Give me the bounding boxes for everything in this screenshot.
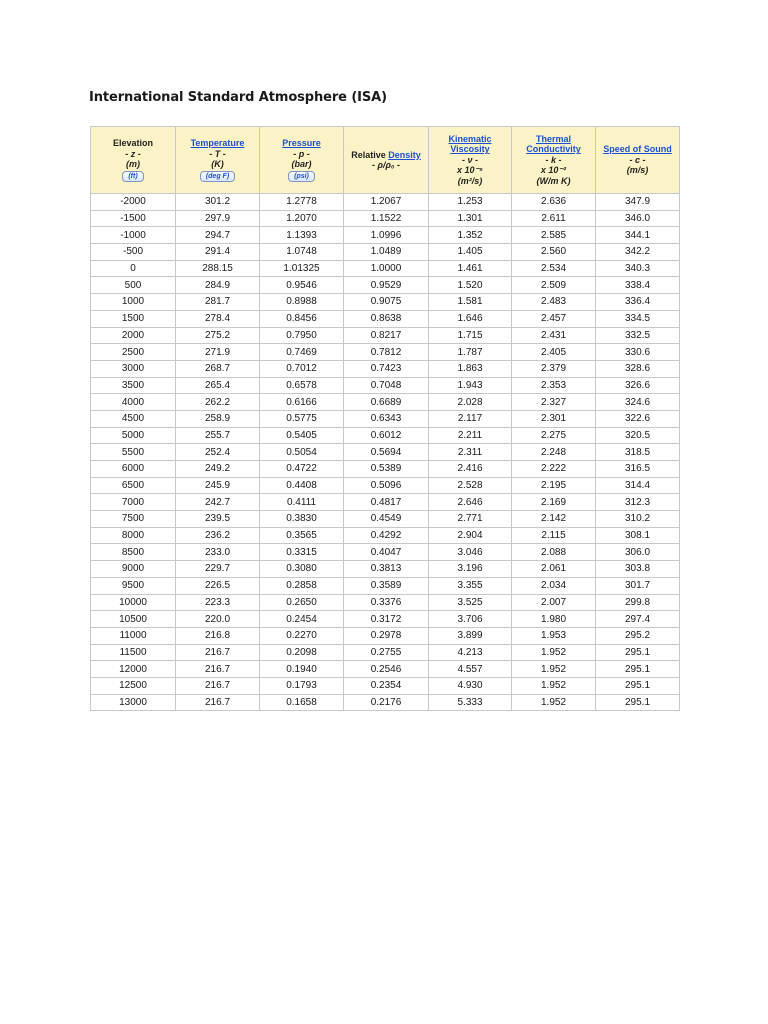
speed-symbol: - c -	[629, 154, 646, 165]
pressure-cell: 0.6578	[260, 377, 344, 394]
conductivity-cell: 1.953	[512, 627, 596, 644]
pressure-cell: 0.3080	[260, 561, 344, 578]
density-cell: 0.2546	[344, 661, 429, 678]
speed-unit: (m/s)	[626, 165, 649, 176]
temperature-cell: 265.4	[176, 377, 260, 394]
viscosity-cell: 2.311	[429, 444, 512, 461]
header-pressure	[260, 127, 344, 194]
temperature-cell: 233.0	[176, 544, 260, 561]
pressure-cell: 0.2098	[260, 644, 344, 661]
table-row	[91, 310, 680, 327]
conductivity-cell: 2.222	[512, 461, 596, 478]
conductivity-cell: 2.636	[512, 194, 596, 211]
elevation-cell: 12000	[91, 661, 176, 678]
viscosity-cell: 4.930	[429, 677, 512, 694]
elevation-unit-toggle-button[interactable]: (ft)	[122, 171, 143, 182]
table-row	[91, 611, 680, 628]
pressure-unit-toggle-button[interactable]: (psi)	[288, 171, 315, 182]
pressure-cell: 0.3565	[260, 527, 344, 544]
density-symbol: - ρ/ρ₀ -	[372, 160, 400, 170]
speed-cell: 330.6	[596, 344, 680, 361]
speed-cell: 320.5	[596, 427, 680, 444]
conductivity-link-line1[interactable]: Thermal	[535, 133, 571, 144]
density-cell: 1.2067	[344, 194, 429, 211]
density-cell: 0.7812	[344, 344, 429, 361]
temperature-cell: 284.9	[176, 277, 260, 294]
temperature-cell: 301.2	[176, 194, 260, 211]
elevation-cell: 5500	[91, 444, 176, 461]
conductivity-cell: 2.509	[512, 277, 596, 294]
conductivity-cell: 2.142	[512, 511, 596, 528]
table-row	[91, 394, 680, 411]
conductivity-cell: 2.169	[512, 494, 596, 511]
isa-table	[90, 126, 680, 711]
conductivity-cell: 2.431	[512, 327, 596, 344]
header-speed-of-sound	[596, 127, 680, 194]
pressure-cell: 0.8988	[260, 294, 344, 311]
header-elevation	[91, 127, 176, 194]
speed-cell: 310.2	[596, 511, 680, 528]
pressure-cell: 0.3830	[260, 511, 344, 528]
temperature-cell: 229.7	[176, 561, 260, 578]
table-row	[91, 577, 680, 594]
speed-cell: 328.6	[596, 360, 680, 377]
table-body	[91, 194, 680, 711]
viscosity-cell: 2.211	[429, 427, 512, 444]
elevation-cell: 9000	[91, 561, 176, 578]
pressure-cell: 0.5405	[260, 427, 344, 444]
elevation-cell: 11500	[91, 644, 176, 661]
viscosity-cell: 3.525	[429, 594, 512, 611]
elevation-cell: 0	[91, 260, 176, 277]
pressure-cell: 1.2070	[260, 210, 344, 227]
speed-cell: 295.2	[596, 627, 680, 644]
elevation-cell: 8500	[91, 544, 176, 561]
elevation-cell: -1000	[91, 227, 176, 244]
elevation-symbol: - z -	[125, 148, 141, 159]
density-cell: 0.5694	[344, 444, 429, 461]
temperature-cell: 236.2	[176, 527, 260, 544]
viscosity-cell: 2.904	[429, 527, 512, 544]
table-row	[91, 477, 680, 494]
conductivity-link-line2[interactable]: Conductivity	[526, 144, 581, 155]
viscosity-cell: 2.416	[429, 461, 512, 478]
viscosity-cell: 1.787	[429, 344, 512, 361]
pressure-cell: 0.7012	[260, 360, 344, 377]
table-row	[91, 344, 680, 361]
temperature-cell: 294.7	[176, 227, 260, 244]
speed-cell: 346.0	[596, 210, 680, 227]
elevation-cell: 3500	[91, 377, 176, 394]
elevation-cell: 3000	[91, 360, 176, 377]
elevation-cell: 1000	[91, 294, 176, 311]
viscosity-cell: 2.117	[429, 410, 512, 427]
temperature-cell: 226.5	[176, 577, 260, 594]
pressure-cell: 0.4408	[260, 477, 344, 494]
speed-cell: 303.8	[596, 561, 680, 578]
pressure-cell: 0.3315	[260, 544, 344, 561]
table-row	[91, 260, 680, 277]
pressure-link[interactable]: Pressure	[282, 138, 321, 149]
elevation-cell: 12500	[91, 677, 176, 694]
pressure-cell: 0.1793	[260, 677, 344, 694]
header-temperature	[176, 127, 260, 194]
header-viscosity	[429, 127, 512, 194]
density-cell: 0.8217	[344, 327, 429, 344]
density-cell: 1.0489	[344, 244, 429, 261]
pressure-cell: 0.2650	[260, 594, 344, 611]
table-row	[91, 594, 680, 611]
conductivity-symbol: - k -	[545, 154, 562, 165]
density-cell: 1.0996	[344, 227, 429, 244]
header-conductivity	[512, 127, 596, 194]
pressure-cell: 1.2778	[260, 194, 344, 211]
table-row	[91, 661, 680, 678]
speed-cell: 342.2	[596, 244, 680, 261]
density-link[interactable]: Density	[388, 149, 421, 160]
pressure-cell: 0.1940	[260, 661, 344, 678]
temperature-cell: 216.7	[176, 677, 260, 694]
viscosity-cell: 1.715	[429, 327, 512, 344]
table-row	[91, 527, 680, 544]
density-cell: 0.9075	[344, 294, 429, 311]
conductivity-cell: 2.560	[512, 244, 596, 261]
density-cell: 0.4549	[344, 511, 429, 528]
elevation-cell: 4500	[91, 410, 176, 427]
table-row	[91, 511, 680, 528]
table-row	[91, 427, 680, 444]
viscosity-cell: 3.706	[429, 611, 512, 628]
speed-cell: 347.9	[596, 194, 680, 211]
density-cell: 0.6689	[344, 394, 429, 411]
isa-table-container	[90, 126, 679, 708]
viscosity-cell: 1.352	[429, 227, 512, 244]
pressure-cell: 0.2858	[260, 577, 344, 594]
viscosity-cell: 2.646	[429, 494, 512, 511]
temperature-cell: 281.7	[176, 294, 260, 311]
elevation-cell: 10500	[91, 611, 176, 628]
table-row	[91, 327, 680, 344]
speed-cell: 308.1	[596, 527, 680, 544]
pressure-cell: 0.4722	[260, 461, 344, 478]
elevation-cell: 11000	[91, 627, 176, 644]
temperature-cell: 245.9	[176, 477, 260, 494]
viscosity-cell: 3.196	[429, 561, 512, 578]
speed-cell: 324.6	[596, 394, 680, 411]
conductivity-cell: 2.248	[512, 444, 596, 461]
elevation-cell: 2500	[91, 344, 176, 361]
viscosity-cell: 1.646	[429, 310, 512, 327]
temperature-cell: 275.2	[176, 327, 260, 344]
density-cell: 0.2176	[344, 694, 429, 711]
speed-cell: 338.4	[596, 277, 680, 294]
speed-cell: 344.1	[596, 227, 680, 244]
conductivity-cell: 1.980	[512, 611, 596, 628]
table-row	[91, 644, 680, 661]
conductivity-cell: 1.952	[512, 694, 596, 711]
conductivity-cell: 1.952	[512, 677, 596, 694]
temperature-cell: 216.7	[176, 644, 260, 661]
temperature-cell: 242.7	[176, 494, 260, 511]
elevation-cell: 1500	[91, 310, 176, 327]
temperature-cell: 288.15	[176, 260, 260, 277]
speed-cell: 340.3	[596, 260, 680, 277]
temperature-cell: 216.7	[176, 661, 260, 678]
table-row	[91, 360, 680, 377]
density-cell: 0.5389	[344, 461, 429, 478]
speed-cell: 326.6	[596, 377, 680, 394]
temperature-link[interactable]: Temperature	[190, 138, 245, 149]
elevation-cell: 6000	[91, 461, 176, 478]
temperature-cell: 262.2	[176, 394, 260, 411]
pressure-symbol: - p -	[293, 148, 310, 159]
elevation-cell: -1500	[91, 210, 176, 227]
viscosity-cell: 1.301	[429, 210, 512, 227]
speed-cell: 332.5	[596, 327, 680, 344]
temperature-unit-toggle-button[interactable]: (deg F)	[200, 171, 235, 182]
speed-cell: 322.6	[596, 410, 680, 427]
elevation-cell: 13000	[91, 694, 176, 711]
viscosity-cell: 3.355	[429, 577, 512, 594]
viscosity-cell: 1.461	[429, 260, 512, 277]
speed-cell: 301.7	[596, 577, 680, 594]
density-cell: 0.3376	[344, 594, 429, 611]
pressure-cell: 0.2454	[260, 611, 344, 628]
pressure-cell: 0.7469	[260, 344, 344, 361]
viscosity-link-line1[interactable]: Kinematic	[448, 133, 492, 144]
temperature-cell: 297.9	[176, 210, 260, 227]
conductivity-cell: 2.115	[512, 527, 596, 544]
table-row	[91, 694, 680, 711]
pressure-cell: 1.01325	[260, 260, 344, 277]
elevation-cell: 7500	[91, 511, 176, 528]
table-row	[91, 544, 680, 561]
speed-cell: 299.8	[596, 594, 680, 611]
table-row	[91, 627, 680, 644]
pressure-cell: 0.8456	[260, 310, 344, 327]
conductivity-cell: 2.379	[512, 360, 596, 377]
viscosity-cell: 4.213	[429, 644, 512, 661]
pressure-cell: 0.6166	[260, 394, 344, 411]
density-cell: 0.2755	[344, 644, 429, 661]
conductivity-multiplier: x 10⁻²	[540, 165, 567, 176]
elevation-cell: 8000	[91, 527, 176, 544]
header-row	[91, 127, 680, 194]
density-cell: 0.6012	[344, 427, 429, 444]
viscosity-cell: 1.581	[429, 294, 512, 311]
density-prefix: Relative	[351, 149, 386, 160]
pressure-unit: (bar)	[291, 159, 312, 170]
speed-cell: 306.0	[596, 544, 680, 561]
viscosity-cell: 5.333	[429, 694, 512, 711]
speed-cell: 295.1	[596, 661, 680, 678]
conductivity-cell: 2.034	[512, 577, 596, 594]
density-cell: 1.1522	[344, 210, 429, 227]
elevation-cell: 2000	[91, 327, 176, 344]
conductivity-cell: 2.534	[512, 260, 596, 277]
conductivity-cell: 2.405	[512, 344, 596, 361]
table-row	[91, 561, 680, 578]
viscosity-cell: 1.520	[429, 277, 512, 294]
temperature-cell: 252.4	[176, 444, 260, 461]
speed-cell: 336.4	[596, 294, 680, 311]
viscosity-cell: 2.528	[429, 477, 512, 494]
speed-cell: 318.5	[596, 444, 680, 461]
pressure-cell: 0.5775	[260, 410, 344, 427]
viscosity-unit: (m²/s)	[457, 175, 483, 186]
elevation-cell: 7000	[91, 494, 176, 511]
speed-cell: 312.3	[596, 494, 680, 511]
pressure-cell: 1.1393	[260, 227, 344, 244]
density-cell: 0.4817	[344, 494, 429, 511]
speed-cell: 316.5	[596, 461, 680, 478]
conductivity-cell: 2.611	[512, 210, 596, 227]
conductivity-cell: 2.061	[512, 561, 596, 578]
density-cell: 0.7423	[344, 360, 429, 377]
viscosity-cell: 3.899	[429, 627, 512, 644]
conductivity-cell: 2.585	[512, 227, 596, 244]
density-cell: 0.3589	[344, 577, 429, 594]
temperature-cell: 249.2	[176, 461, 260, 478]
pressure-cell: 0.4111	[260, 494, 344, 511]
speed-cell: 297.4	[596, 611, 680, 628]
conductivity-cell: 2.327	[512, 394, 596, 411]
temperature-cell: 220.0	[176, 611, 260, 628]
density-cell: 0.6343	[344, 410, 429, 427]
density-cell: 1.0000	[344, 260, 429, 277]
table-row	[91, 410, 680, 427]
table-row	[91, 194, 680, 211]
temperature-cell: 239.5	[176, 511, 260, 528]
elevation-cell: 4000	[91, 394, 176, 411]
viscosity-cell: 4.557	[429, 661, 512, 678]
elevation-cell: 9500	[91, 577, 176, 594]
conductivity-cell: 2.275	[512, 427, 596, 444]
density-cell: 0.7048	[344, 377, 429, 394]
conductivity-cell: 2.483	[512, 294, 596, 311]
conductivity-cell: 2.457	[512, 310, 596, 327]
viscosity-cell: 1.253	[429, 194, 512, 211]
speed-cell: 295.1	[596, 677, 680, 694]
temperature-cell: 278.4	[176, 310, 260, 327]
table-row	[91, 277, 680, 294]
conductivity-cell: 1.952	[512, 644, 596, 661]
conductivity-cell: 2.195	[512, 477, 596, 494]
viscosity-cell: 2.028	[429, 394, 512, 411]
elevation-title: Elevation	[112, 138, 153, 149]
density-cell: 0.3813	[344, 561, 429, 578]
pressure-cell: 0.5054	[260, 444, 344, 461]
elevation-cell: 10000	[91, 594, 176, 611]
table-row	[91, 494, 680, 511]
temperature-cell: 223.3	[176, 594, 260, 611]
table-row	[91, 294, 680, 311]
temperature-cell: 216.8	[176, 627, 260, 644]
viscosity-symbol: - ν -	[461, 154, 478, 165]
pressure-cell: 0.9546	[260, 277, 344, 294]
table-row	[91, 677, 680, 694]
table-row	[91, 244, 680, 261]
conductivity-cell: 1.952	[512, 661, 596, 678]
speed-cell: 295.1	[596, 644, 680, 661]
density-cell: 0.4292	[344, 527, 429, 544]
table-row	[91, 210, 680, 227]
temperature-cell: 258.9	[176, 410, 260, 427]
viscosity-cell: 1.863	[429, 360, 512, 377]
temperature-cell: 268.7	[176, 360, 260, 377]
temperature-cell: 271.9	[176, 344, 260, 361]
density-cell: 0.9529	[344, 277, 429, 294]
density-cell: 0.2978	[344, 627, 429, 644]
viscosity-cell: 3.046	[429, 544, 512, 561]
speed-cell: 334.5	[596, 310, 680, 327]
table-row	[91, 377, 680, 394]
elevation-cell: -500	[91, 244, 176, 261]
pressure-cell: 1.0748	[260, 244, 344, 261]
viscosity-multiplier: x 10⁻⁵	[457, 165, 483, 176]
temperature-symbol: - T -	[209, 148, 226, 159]
viscosity-cell: 2.771	[429, 511, 512, 528]
document-title: International Standard Atmosphere (ISA)	[89, 90, 387, 105]
density-cell: 0.4047	[344, 544, 429, 561]
header-density	[344, 127, 429, 194]
elevation-unit: (m)	[126, 159, 140, 170]
conductivity-cell: 2.353	[512, 377, 596, 394]
table-row	[91, 461, 680, 478]
density-cell: 0.5096	[344, 477, 429, 494]
speed-cell: 314.4	[596, 477, 680, 494]
conductivity-cell: 2.088	[512, 544, 596, 561]
viscosity-link-line2[interactable]: Viscosity	[450, 144, 490, 155]
temperature-cell: 216.7	[176, 694, 260, 711]
conductivity-unit: (W/m K)	[536, 175, 571, 186]
elevation-cell: 5000	[91, 427, 176, 444]
pressure-cell: 0.7950	[260, 327, 344, 344]
conductivity-cell: 2.301	[512, 410, 596, 427]
elevation-cell: 500	[91, 277, 176, 294]
pressure-cell: 0.2270	[260, 627, 344, 644]
viscosity-cell: 1.943	[429, 377, 512, 394]
elevation-cell: 6500	[91, 477, 176, 494]
density-cell: 0.3172	[344, 611, 429, 628]
temperature-unit: (K)	[211, 159, 224, 170]
conductivity-cell: 2.007	[512, 594, 596, 611]
speed-cell: 295.1	[596, 694, 680, 711]
table-row	[91, 444, 680, 461]
density-cell: 0.2354	[344, 677, 429, 694]
elevation-cell: -2000	[91, 194, 176, 211]
table-row	[91, 227, 680, 244]
temperature-cell: 291.4	[176, 244, 260, 261]
viscosity-cell: 1.405	[429, 244, 512, 261]
density-cell: 0.8638	[344, 310, 429, 327]
temperature-cell: 255.7	[176, 427, 260, 444]
speed-of-sound-link[interactable]: Speed of Sound	[603, 144, 672, 155]
pressure-cell: 0.1658	[260, 694, 344, 711]
